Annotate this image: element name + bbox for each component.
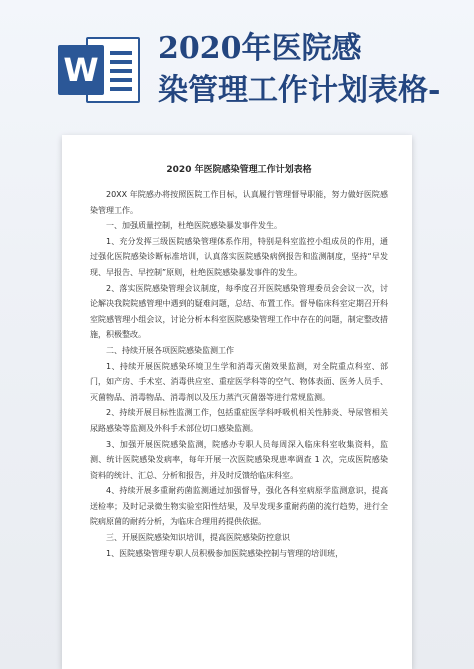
document-paragraph: 一、加强质量控制，杜绝医院感染暴发事件发生。 (106, 221, 282, 231)
word-document-icon (58, 37, 140, 103)
page-title-line-1: 2020年医院感 (158, 31, 362, 66)
document-paragraph: 4、持续开展多重耐药菌监测通过加强督导，强化各科室病原学监测意识，提高送检率；及时记录微生物实验室阳性结果，及早发现多重耐药菌的流行趋势，进行全院病原菌的耐药分析，为临床合理用药提供依据。 (90, 486, 388, 527)
page-title-line-2: 染管理工作计划表格- (158, 73, 441, 108)
document-paragraph: 1、持续开展医院感染环境卫生学和消毒灭菌效果监测，对全院重点科室、部门，如产房、手术室、消毒供应室、重症医学科等的空气、物体表面、医务人员手、灭菌物品、消毒物品、消毒剂以及压力蒸汽灭菌器等进行常规监测。 (90, 361, 388, 402)
document-paragraph: 三、开展医院感染知识培训，提高医院感染防控意识 (106, 533, 290, 543)
word-logo-badge: W (58, 45, 104, 95)
document-paragraph: 2、持续开展目标性监测工作，包括重症医学科呼吸机相关性肺炎、导尿管相关尿路感染等监测及外科手术部位切口感染监测。 (90, 408, 388, 433)
page-header (0, 0, 474, 135)
document-paragraph: 1、充分发挥三级医院感染管理体系作用，特别是科室监控小组成员的作用，通过强化医院感染诊断标准培训，认真落实医院感染病例报告和监测制度，坚持“早发现、早报告、早控制”原则，杜绝医院感染暴发事件的发生。 (90, 236, 388, 277)
document-paragraph: 2、落实医院感染管理会议制度，每季度召开医院感染管理委员会会议一次，讨论解决我院院感管理中遇到的疑难问题，总结、布置工作。督导临床科室定期召开科室院感管理小组会议，讨论分析本科室医院感染管理工作中存在的问题，制定整改措施，积极整改。 (90, 283, 388, 340)
document-paragraph: 1、医院感染管理专职人员积极参加医院感染控制与管理的培训班， (106, 548, 344, 558)
document-paragraph: 3、加强开展医院感染监测，院感办专职人员每周深入临床科室收集资料，监测、统计医院感染发病率，每年开展一次医院感染现患率调查 1 次，完成医院感染资料的统计、汇总、分析和报告，并及时反馈给临床科室。 (90, 439, 388, 480)
document-paragraph: 二、持续开展各项医院感染监测工作 (106, 345, 234, 355)
document-preview (62, 135, 412, 669)
document-paragraph: 20XX 年院感办将按照医院工作目标，认真履行管理督导职能，努力做好医院感染管理工作。 (90, 190, 388, 215)
document-content (90, 163, 388, 561)
document-title: 2020 年医院感染管理工作计划表格 (166, 165, 312, 175)
page-title (158, 28, 470, 112)
